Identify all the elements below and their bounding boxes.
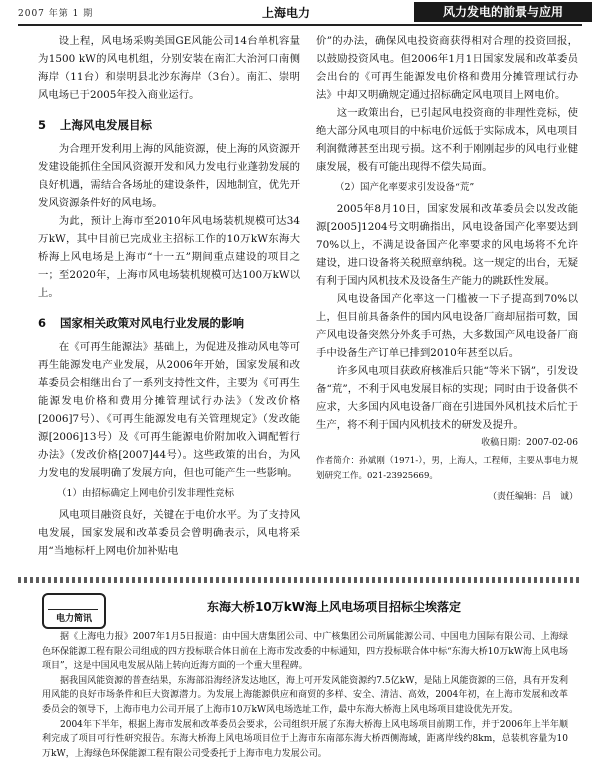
paragraph: 风电项目融资良好，关键在于电价水平。为了支持风电发展，国家发展和改革委员会曾明确表示，风电将采用“当地标杆上网电价加补贴电: [38, 509, 300, 557]
journal-name: 上海电力: [262, 6, 311, 20]
subheading: （1）由招标确定上网电价引发非理性竞标: [57, 488, 235, 499]
issue-label: 2007 年第 1 期: [18, 9, 94, 19]
section-heading: [38, 314, 300, 332]
author-bio: 作者简介：孙斌刚（1971-），男，上海人，工程师，主要从事电力规划研究工作。021-23925669。: [316, 456, 578, 481]
section-number: 5: [38, 118, 47, 132]
paragraph: 2004年下半年，根据上海市发展和改革委员会要求，公司组织开展了东海大桥海上风电场项目前期工作，并于2006年上半年顺利完成了项目可行性研究报告。东海大桥海上风电场项目位于上海市东南部东海大桥西侧海域，距离岸线约8km，总装机容量为10万kW，上海绿色环保能源工程有限公司受委托于上海市电力发展公司。: [42, 719, 568, 759]
badge-frame: [48, 597, 98, 610]
paragraph: 设上程，风电场采购美国GE风能公司14台单机容量为1500 kW的风电机组，分别安装在南汇大治河口南侧海岸（11台）和崇明县北沙东海岸（3台）。南汇、崇明风电场已于2005年投入商业运行。: [38, 35, 300, 101]
column-banner: 风力发电的前景与应用: [414, 2, 592, 22]
news-body: [42, 630, 568, 761]
responsible-editor: （责任编辑：吕 诚）: [487, 492, 578, 502]
paragraph: 许多风电项目获政府核准后只能“等米下锅”，引发设备“荒”，不利于风电发展目标的实现；同时由于设备供不应求，大多国内风电设备厂商在引进国外风机技术后忙于生产，将不利于国内风机技术的研发及提升。: [316, 365, 578, 431]
header-rule: [18, 24, 582, 26]
section-heading: [38, 116, 300, 134]
subheading: （2）国产化率要求引发设备“荒”: [335, 182, 475, 193]
paragraph: 据《上海电力报》2007年1月5日报道：由中国大唐集团公司、中广核集团公司所属能源公司、中国电力国际有限公司、上海绿色环保能源工程有限公司组成的四方投标联合体日前在上海市发改委的中标通知，四方投标联合体中标“东海大桥10万kW海上风电场项目”，这是中国风电发展从陆上转向近海方面的一个重大里程碑。: [42, 632, 568, 672]
news-badge: [42, 593, 106, 629]
right-column: [316, 32, 578, 506]
news-title: 东海大桥10万kW海上风电场项目招标尘埃落定: [207, 600, 461, 614]
section-divider: [18, 577, 582, 583]
paragraph: 为此，预计上海市至2010年风电场装机规模可达34万kW，其中目前已完成业主招标工作的10万kW东海大桥海上风电场是上海市“十一五”期间重点建设的项目之一；至2020年，上海市风电场装机规模可达100万kW以上。: [38, 215, 300, 299]
section-number: 6: [38, 316, 47, 330]
paragraph: 为合理开发利用上海的风能资源，使上海的风资源开发建设能抓住全国风资源开发和风力发电行业蓬勃发展的良好机遇，需结合各场址的建设条件，因地制宜，优先开发风资源条件好的风电场。: [38, 143, 300, 209]
left-column: [38, 32, 300, 560]
paragraph: 价”的办法，确保风电投资商获得相对合理的投资回报，以鼓励投资风电。但2006年1月1日国家发展和改革委员会出台的《可再生能源发电价格和费用分摊管理试行办法》中却又明确规定通过招标确定风电项目上网电价。: [316, 35, 578, 101]
paragraph: 在《可再生能源法》基础上，为促进及推动风电等可再生能源发电产业发展，从2006年开始，国家发展和改革委员会相继出台了一系列支持性文件，主要为《可再生能源发电价格和费用分摊管理试行办法》（发改价格[2006]7号）、《可再生能源发电有关管理规定》（发改能源[2006]13号）及《可再生能源电价附加收入调配暂行办法》（发改价格[2007]44号）。这些政策的出台，为风力发电的发展明确了发展方向，但也可能产生一些影响。: [38, 341, 300, 479]
paragraph: 据我国风能资源的普查结果，东海部沿海经济发达地区，海上可开发风能资源约7.5亿kW，是陆上风能资源的三倍，具有开发利用风能的良好市场条件和巨大资源潜力。为发展上海能源供应和商贸的多样、安全、清洁、高效，2004年初，在上海市发展和改革委员会的领导下，上海市电力公司开展了上海市10万kW风电场选址工作，最中东海大桥海上风电场项目建设优先开发。: [42, 675, 568, 715]
paragraph: 这一政策出台，已引起风电投资商的非理性竞标，使绝大部分风电项目的中标电价远低于实际成本，风电项目利润微薄甚至出现亏损。这不利于刚刚起步的风电行业健康发展，极有可能出现得不偿失局面。: [316, 107, 578, 173]
section-title: 上海风电发展目标: [60, 118, 152, 132]
badge-label: 电力简讯: [55, 614, 92, 624]
paragraph: 2005年8月10日，国家发展和改革委员会以发改能源[2005]1204号文明确指出，风电设备国产化率要达到70%以上，不满足设备国产化率要求的风电场将不允许建设，进口设备将关税照章纳税。这一规定的出台，无疑有利于国内风机技术及设备生产能力的跳跃性发展。: [316, 203, 578, 287]
section-title: 国家相关政策对风电行业发展的影响: [60, 316, 244, 330]
paragraph: 风电设备国产化率这一门槛被一下子提高到70%以上，但目前具备条件的国内风电设备厂商却屈指可数，国产风电设备突然分外炙手可热，大多数国产风电设备厂商手中设备生产订单已排到2010年甚至以后。: [316, 293, 578, 359]
page-header: [0, 0, 600, 26]
received-date: 收稿日期：2007-02-06: [481, 438, 578, 448]
